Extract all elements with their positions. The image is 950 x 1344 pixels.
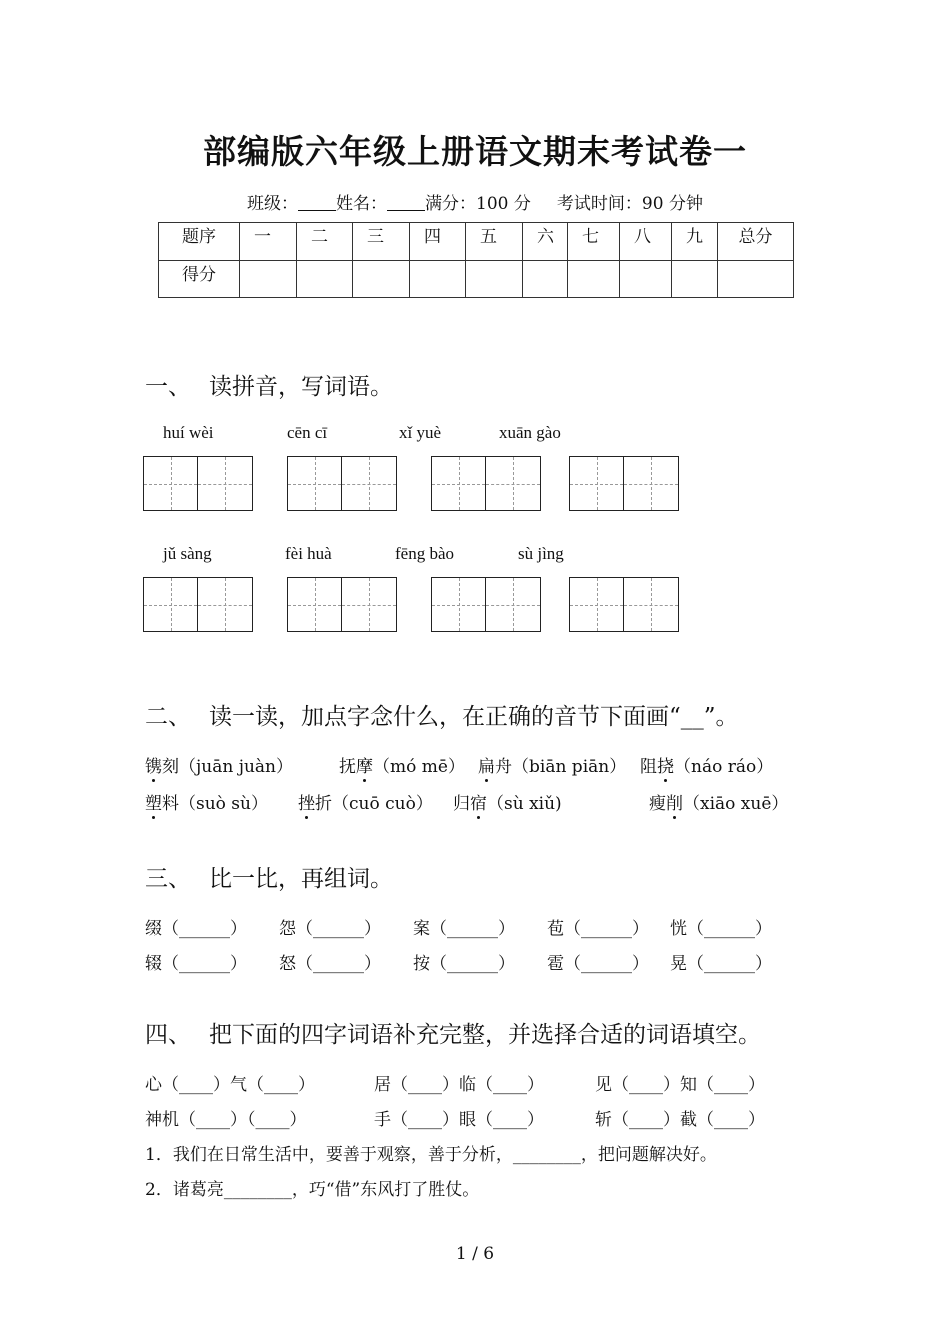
pronunciation-item — [640, 752, 773, 777]
score-header-cell: 六 — [523, 223, 568, 261]
page-number: 1 / 6 — [455, 1244, 495, 1264]
score-cell[interactable] — [353, 260, 410, 298]
pinyin-label: sù jìng — [518, 544, 564, 563]
writing-grid[interactable] — [569, 456, 679, 511]
class-blank[interactable] — [298, 194, 336, 211]
item-text: （mó mē） — [373, 757, 465, 777]
class-label: 班级： — [247, 194, 299, 214]
writing-grid[interactable] — [569, 577, 679, 632]
pinyin-label: xuān gào — [499, 423, 561, 442]
page-title: 部编版六年级上册语文期末考试卷一 — [203, 132, 747, 171]
exam-info — [0, 189, 950, 214]
pronunciation-item — [298, 789, 433, 814]
writing-grid[interactable] — [431, 456, 541, 511]
dotted-char: 宿 — [470, 789, 487, 814]
idiom-item[interactable]: 居（____）临（____） — [374, 1075, 544, 1095]
pinyin-label: xǐ yuè — [399, 423, 442, 442]
score-header-cell: 一 — [240, 223, 297, 261]
idiom-item[interactable]: 神机（____）（____） — [145, 1110, 307, 1130]
writing-grid[interactable] — [287, 456, 397, 511]
section-title: 比一比，再组词。 — [209, 866, 393, 892]
idiom-item[interactable]: 见（____）知（____） — [595, 1075, 765, 1095]
score-table — [158, 222, 794, 298]
pronunciation-item — [453, 789, 562, 814]
pinyin-label: fèi huà — [285, 544, 332, 563]
word-item[interactable]: 恍（______） — [670, 919, 772, 939]
score-cell[interactable] — [523, 260, 568, 298]
score-header-cell: 四 — [410, 223, 466, 261]
dotted-char: 挠 — [657, 752, 674, 777]
writing-grid[interactable] — [143, 456, 253, 511]
pinyin-label: jǔ sàng — [163, 544, 212, 563]
item-text: 瘦 — [649, 794, 666, 814]
item-text: （xiāo xuē） — [683, 794, 789, 814]
score-cell[interactable] — [466, 260, 523, 298]
dotted-char: 镌 — [145, 752, 162, 777]
idiom-item[interactable]: 心（____）气（____） — [145, 1075, 315, 1095]
item-text: 料（suò sù） — [162, 794, 268, 814]
word-item[interactable]: 晃（______） — [670, 954, 772, 974]
word-item[interactable]: 雹（______） — [547, 954, 649, 974]
word-item[interactable]: 按（______） — [413, 954, 515, 974]
item-text: 舟（biān piān） — [495, 757, 627, 777]
dotted-char: 扁 — [478, 752, 495, 777]
score-cell[interactable] — [568, 260, 620, 298]
item-text: 阻 — [640, 757, 657, 777]
section-title: 读拼音，写词语。 — [209, 374, 393, 400]
dotted-char: 摩 — [356, 752, 373, 777]
item-text: 抚 — [339, 757, 356, 777]
name-label: 姓名： — [336, 194, 388, 214]
dotted-char: 削 — [666, 789, 683, 814]
word-item[interactable]: 案（______） — [413, 919, 515, 939]
item-text: （náo ráo） — [674, 757, 774, 777]
section-3-heading — [145, 860, 393, 893]
word-item[interactable]: 辍（______） — [145, 954, 247, 974]
score-header-cell: 二 — [297, 223, 353, 261]
score-cell[interactable] — [718, 260, 794, 298]
section-number: 四、 — [145, 1022, 191, 1048]
name-blank[interactable] — [387, 194, 425, 211]
pinyin-label: fēng bào — [395, 544, 455, 563]
score-header-cell: 五 — [466, 223, 523, 261]
score-header-cell: 总分 — [718, 223, 794, 261]
score-header-cell: 八 — [620, 223, 672, 261]
pronunciation-item — [649, 789, 788, 814]
score-cell[interactable] — [672, 260, 718, 298]
item-text: （sù xiǔ) — [487, 794, 562, 814]
section-title: 读一读，加点字念什么，在正确的音节下面画“__”。 — [209, 704, 739, 730]
score-header-cell: 七 — [568, 223, 620, 261]
section-number: 二、 — [145, 704, 191, 730]
section-1-heading — [145, 368, 393, 401]
score-table-score-row — [159, 260, 794, 298]
pronunciation-item — [145, 752, 293, 777]
word-item[interactable]: 缀（______） — [145, 919, 247, 939]
word-item[interactable]: 怒（______） — [279, 954, 381, 974]
word-item[interactable]: 怨（______） — [279, 919, 381, 939]
score-cell[interactable] — [410, 260, 466, 298]
idiom-item[interactable]: 手（____）眼（____） — [374, 1110, 544, 1130]
word-item[interactable]: 苞（______） — [547, 919, 649, 939]
pronunciation-item — [339, 752, 465, 777]
fill-question-1[interactable]: 1．我们在日常生活中，要善于观察，善于分析，________，把问题解决好。 — [145, 1145, 717, 1165]
section-number: 三、 — [145, 866, 191, 892]
score-header-cell: 题序 — [159, 223, 240, 261]
score-header-cell: 三 — [353, 223, 410, 261]
pronunciation-item — [145, 789, 268, 814]
idiom-item[interactable]: 斩（____）截（____） — [595, 1110, 765, 1130]
section-number: 一、 — [145, 374, 191, 400]
writing-grid[interactable] — [431, 577, 541, 632]
pronunciation-item — [478, 752, 626, 777]
pinyin-label: huí wèi — [163, 423, 214, 442]
dotted-char: 塑 — [145, 789, 162, 814]
item-text: 折（cuō cuò） — [315, 794, 433, 814]
score-table-header-row — [159, 223, 794, 261]
section-2-heading — [145, 698, 739, 731]
item-text: 刻（juān juàn） — [162, 757, 294, 777]
exam-time: 考试时间：90 分钟 — [556, 194, 703, 214]
item-text: 归 — [453, 794, 470, 814]
fill-question-2[interactable]: 2．诸葛亮________，巧“借”东风打了胜仗。 — [145, 1180, 480, 1200]
section-title: 把下面的四字词语补充完整，并选择合适的词语填空。 — [209, 1022, 761, 1048]
score-header-cell: 九 — [672, 223, 718, 261]
section-4-heading — [145, 1016, 761, 1049]
full-score: 满分：100 分 — [425, 194, 531, 214]
score-cell[interactable] — [240, 260, 297, 298]
dotted-char: 挫 — [298, 789, 315, 814]
score-cell[interactable] — [620, 260, 672, 298]
writing-grid[interactable] — [143, 577, 253, 632]
pinyin-label: cēn cī — [287, 423, 328, 442]
writing-grid[interactable] — [287, 577, 397, 632]
score-row-label: 得分 — [159, 260, 240, 298]
score-cell[interactable] — [297, 260, 353, 298]
